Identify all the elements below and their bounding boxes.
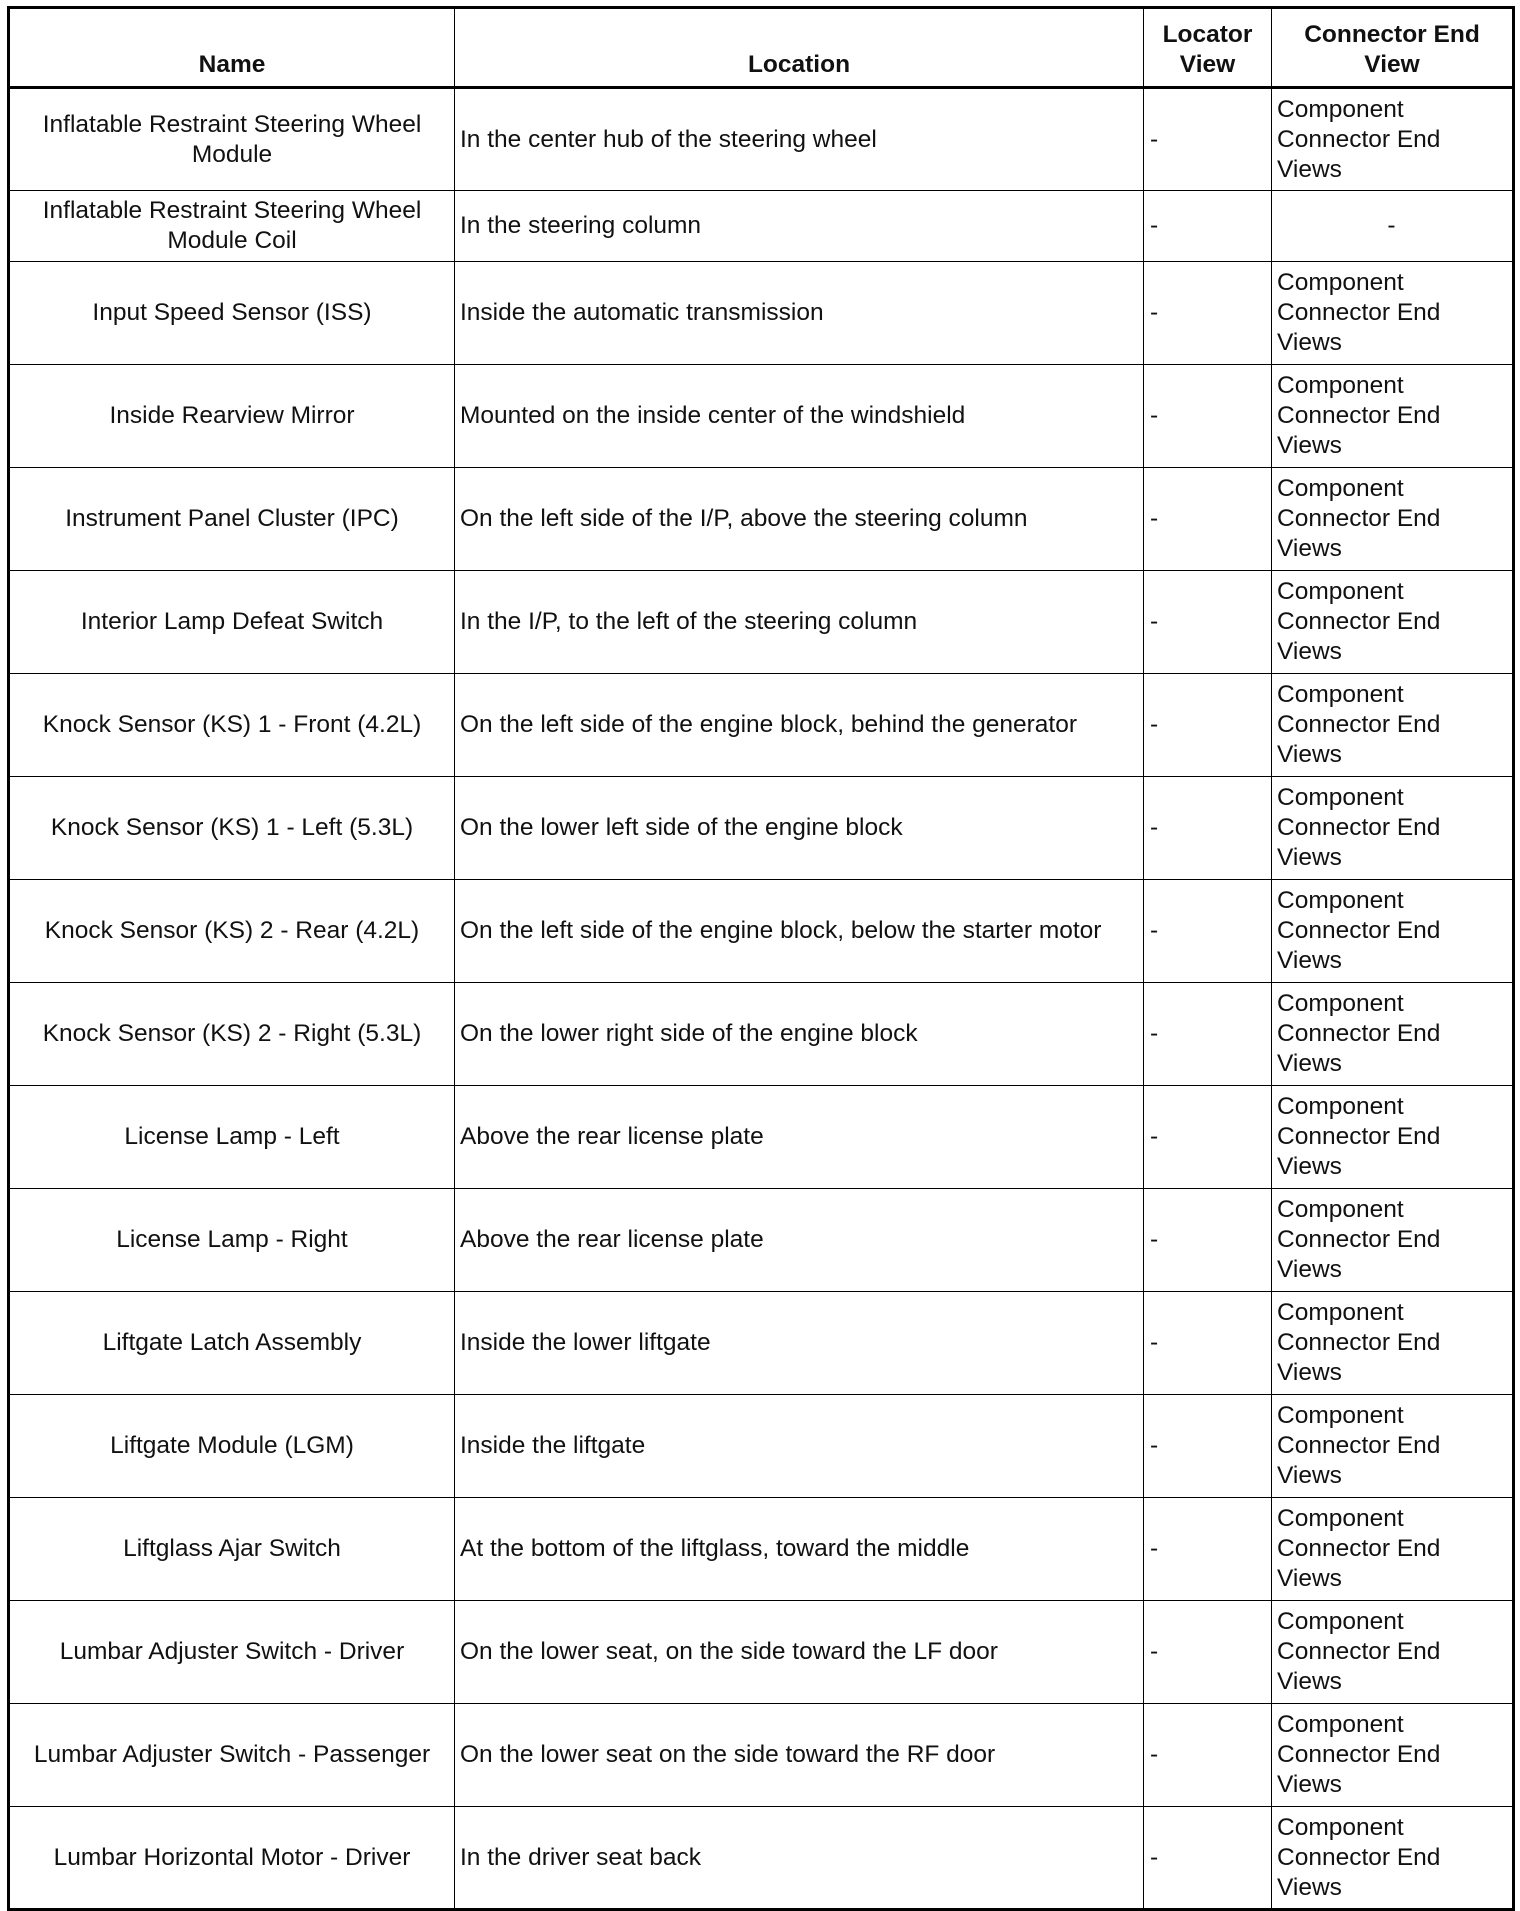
row-connector-end-view[interactable]: Component Connector End Views — [1272, 777, 1514, 880]
row-location: In the steering column — [455, 191, 1144, 262]
row-connector-end-view[interactable]: Component Connector End Views — [1272, 1498, 1514, 1601]
table-row — [9, 1704, 1514, 1807]
row-name: Lumbar Adjuster Switch - Driver — [9, 1601, 455, 1704]
row-location: In the driver seat back — [455, 1807, 1144, 1910]
row-locator-view: - — [1144, 1601, 1272, 1704]
row-locator-view: - — [1144, 191, 1272, 262]
row-locator-view: - — [1144, 880, 1272, 983]
table-row — [9, 1395, 1514, 1498]
row-connector-end-view[interactable]: Component Connector End Views — [1272, 1807, 1514, 1910]
row-location: On the lower right side of the engine block — [455, 983, 1144, 1086]
row-connector-end-view[interactable]: Component Connector End Views — [1272, 1189, 1514, 1292]
row-name: Liftglass Ajar Switch — [9, 1498, 455, 1601]
row-location: In the center hub of the steering wheel — [455, 88, 1144, 191]
row-name: Liftgate Latch Assembly — [9, 1292, 455, 1395]
row-locator-view: - — [1144, 1498, 1272, 1601]
row-connector-end-view[interactable]: Component Connector End Views — [1272, 262, 1514, 365]
table-row — [9, 1292, 1514, 1395]
header-location: Location — [455, 8, 1144, 88]
row-location: In the I/P, to the left of the steering column — [455, 571, 1144, 674]
row-connector-end-view[interactable]: Component Connector End Views — [1272, 88, 1514, 191]
row-locator-view: - — [1144, 468, 1272, 571]
row-location: Inside the automatic transmission — [455, 262, 1144, 365]
row-locator-view: - — [1144, 1704, 1272, 1807]
table-row — [9, 1086, 1514, 1189]
row-name: Knock Sensor (KS) 2 - Rear (4.2L) — [9, 880, 455, 983]
row-locator-view: - — [1144, 983, 1272, 1086]
row-connector-end-view: - — [1272, 191, 1514, 262]
row-connector-end-view[interactable]: Component Connector End Views — [1272, 1601, 1514, 1704]
row-locator-view: - — [1144, 1292, 1272, 1395]
row-name: Knock Sensor (KS) 2 - Right (5.3L) — [9, 983, 455, 1086]
row-name: Liftgate Module (LGM) — [9, 1395, 455, 1498]
table-row — [9, 1807, 1514, 1910]
row-name: Lumbar Horizontal Motor - Driver — [9, 1807, 455, 1910]
row-name: Inside Rearview Mirror — [9, 365, 455, 468]
row-name: Instrument Panel Cluster (IPC) — [9, 468, 455, 571]
row-connector-end-view[interactable]: Component Connector End Views — [1272, 571, 1514, 674]
row-location: At the bottom of the liftglass, toward the middle — [455, 1498, 1144, 1601]
row-location: On the lower seat on the side toward the RF door — [455, 1704, 1144, 1807]
row-name: Inflatable Restraint Steering Wheel Module Coil — [9, 191, 455, 262]
row-location: On the lower seat, on the side toward the LF door — [455, 1601, 1144, 1704]
row-name: Knock Sensor (KS) 1 - Front (4.2L) — [9, 674, 455, 777]
header-connector-end-view: Connector End View — [1272, 8, 1514, 88]
row-name: Interior Lamp Defeat Switch — [9, 571, 455, 674]
row-connector-end-view[interactable]: Component Connector End Views — [1272, 365, 1514, 468]
table-row — [9, 571, 1514, 674]
row-locator-view: - — [1144, 674, 1272, 777]
row-connector-end-view[interactable]: Component Connector End Views — [1272, 1704, 1514, 1807]
row-connector-end-view[interactable]: Component Connector End Views — [1272, 468, 1514, 571]
row-location: Above the rear license plate — [455, 1189, 1144, 1292]
row-location: On the lower left side of the engine block — [455, 777, 1144, 880]
row-locator-view: - — [1144, 1807, 1272, 1910]
row-locator-view: - — [1144, 1189, 1272, 1292]
row-location: Mounted on the inside center of the windshield — [455, 365, 1144, 468]
row-connector-end-view[interactable]: Component Connector End Views — [1272, 1292, 1514, 1395]
table-header — [9, 8, 1514, 88]
table-row — [9, 777, 1514, 880]
table-row — [9, 1601, 1514, 1704]
table-row — [9, 1189, 1514, 1292]
row-connector-end-view[interactable]: Component Connector End Views — [1272, 983, 1514, 1086]
table-row — [9, 880, 1514, 983]
table-row — [9, 983, 1514, 1086]
row-location: On the left side of the engine block, below the starter motor — [455, 880, 1144, 983]
table-row — [9, 468, 1514, 571]
row-connector-end-view[interactable]: Component Connector End Views — [1272, 1395, 1514, 1498]
row-location: Inside the liftgate — [455, 1395, 1144, 1498]
row-name: Inflatable Restraint Steering Wheel Module — [9, 88, 455, 191]
row-name: Lumbar Adjuster Switch - Passenger — [9, 1704, 455, 1807]
table-row — [9, 191, 1514, 262]
row-location: Above the rear license plate — [455, 1086, 1144, 1189]
row-locator-view: - — [1144, 88, 1272, 191]
row-locator-view: - — [1144, 571, 1272, 674]
table-row — [9, 1498, 1514, 1601]
row-locator-view: - — [1144, 777, 1272, 880]
row-locator-view: - — [1144, 1086, 1272, 1189]
row-name: Knock Sensor (KS) 1 - Left (5.3L) — [9, 777, 455, 880]
table-row — [9, 88, 1514, 191]
row-name: Input Speed Sensor (ISS) — [9, 262, 455, 365]
row-location: On the left side of the I/P, above the steering column — [455, 468, 1144, 571]
row-location: Inside the lower liftgate — [455, 1292, 1144, 1395]
row-connector-end-view[interactable]: Component Connector End Views — [1272, 1086, 1514, 1189]
header-name: Name — [9, 8, 455, 88]
row-connector-end-view[interactable]: Component Connector End Views — [1272, 674, 1514, 777]
row-name: License Lamp - Left — [9, 1086, 455, 1189]
row-locator-view: - — [1144, 365, 1272, 468]
table-row — [9, 674, 1514, 777]
row-locator-view: - — [1144, 262, 1272, 365]
row-name: License Lamp - Right — [9, 1189, 455, 1292]
row-location: On the left side of the engine block, behind the generator — [455, 674, 1144, 777]
component-locator-sheet — [7, 6, 1512, 1911]
header-locator-view: Locator View — [1144, 8, 1272, 88]
table-row — [9, 365, 1514, 468]
row-locator-view: - — [1144, 1395, 1272, 1498]
table-row — [9, 262, 1514, 365]
row-connector-end-view[interactable]: Component Connector End Views — [1272, 880, 1514, 983]
table-body — [9, 88, 1514, 1910]
component-locator-table — [7, 6, 1515, 1911]
